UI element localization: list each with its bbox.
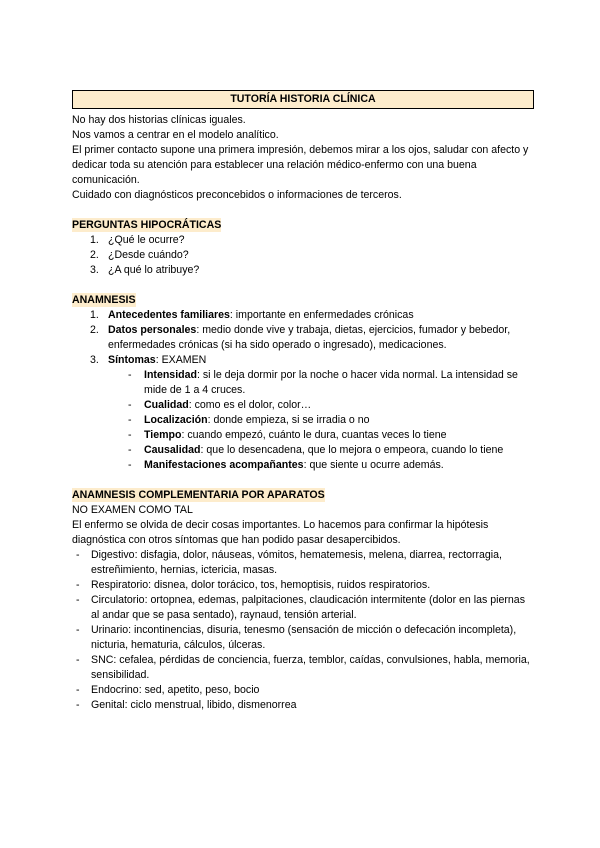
preguntas-section: [72, 218, 534, 278]
list-item: - Localización: donde empieza, si se irradia o no: [128, 414, 370, 426]
anamnesis-list: [72, 308, 534, 368]
list-item: - Respiratorio: disnea, dolor torácico, tos, hemoptisis, ruidos respiratorios.: [76, 579, 431, 591]
anamnesis-section: [72, 293, 534, 473]
list-item: 2. Datos personales: medio donde vive y trabaja, dietas, ejercicios, fumador y bebedor, enfermedades crónicas (si ha sido operado o ingresado), medicaciones.: [90, 324, 511, 351]
list-item: 2. ¿Desde cuándo?: [90, 249, 189, 261]
preguntas-list: [72, 233, 534, 278]
intro-paragraph: El primer contacto supone una primera impresión, debemos mirar a los ojos, saludar con afecto y dedicar toda su atención para establecer una relación médico-enfermo con una buena comunicación.: [72, 144, 529, 186]
list-item: 3. Síntomas: EXAMEN: [90, 354, 207, 366]
intro-paragraph: No hay dos historias clínicas iguales.: [72, 114, 246, 126]
complementaria-heading: ANAMNESIS COMPLEMENTARIA POR APARATOS: [72, 489, 325, 501]
list-item: 1. ¿Qué le ocurre?: [90, 234, 185, 246]
preguntas-heading: PERGUNTAS HIPOCRÁTICAS: [72, 219, 222, 231]
list-item: 1. Antecedentes familiares: importante en enfermedades crónicas: [90, 309, 414, 321]
list-item: - Urinario: incontinencias, disuria, tenesmo (sensación de micción o defecación incompleta), nicturia, hematuria, cálculos, úlceras.: [76, 624, 517, 651]
list-item: 3. ¿A qué lo atribuye?: [90, 264, 200, 276]
list-item: - Causalidad: que lo desencadena, que lo mejora o empeora, cuando lo tiene: [128, 444, 504, 456]
sintomas-list: [72, 368, 534, 473]
list-item: - Circulatorio: ortopnea, edemas, palpitaciones, claudicación intermitente (dolor en las piernas al andar que se pasa sentado), raynaud, tensión arterial.: [76, 594, 525, 621]
list-item: - Cualidad: como es el dolor, color…: [128, 399, 312, 411]
document-title: TUTORÍA HISTORIA CLÍNICA: [72, 90, 534, 109]
list-item: - Digestivo: disfagia, dolor, náuseas, vómitos, hematemesis, melena, diarrea, rectorragia, estreñimiento, hernias, ictericia, masas.: [76, 549, 502, 576]
intro-section: [72, 113, 534, 203]
complementaria-subheading: NO EXAMEN COMO TAL: [72, 504, 193, 516]
list-item: - Genital: ciclo menstrual, libido, dismenorrea: [76, 699, 297, 711]
complementaria-section: [72, 488, 534, 713]
complementaria-intro: El enfermo se olvida de decir cosas importantes. Lo hacemos para confirmar la hipótesis diagnóstica con otros síntomas que han podido pasar desapercibidos.: [72, 519, 489, 546]
list-item: - Tiempo: cuando empezó, cuánto le dura, cuantas veces lo tiene: [128, 429, 447, 441]
list-item: - Intensidad: si le deja dormir por la noche o hacer vida normal. La intensidad se mide de 1 a 4 cruces.: [128, 369, 518, 396]
list-item: - Manifestaciones acompañantes: que siente u ocurre además.: [128, 459, 444, 471]
aparatos-list: [72, 548, 534, 713]
intro-paragraph: Cuidado con diagnósticos preconcebidos o informaciones de terceros.: [72, 189, 402, 201]
anamnesis-heading: ANAMNESIS: [72, 294, 136, 306]
list-item: - Endocrino: sed, apetito, peso, bocio: [76, 684, 260, 696]
intro-paragraph: Nos vamos a centrar en el modelo analítico.: [72, 129, 279, 141]
list-item: - SNC: cefalea, pérdidas de conciencia, fuerza, temblor, caídas, convulsiones, habla, memoria, sensibilidad.: [76, 654, 530, 681]
document-page: [72, 90, 534, 713]
